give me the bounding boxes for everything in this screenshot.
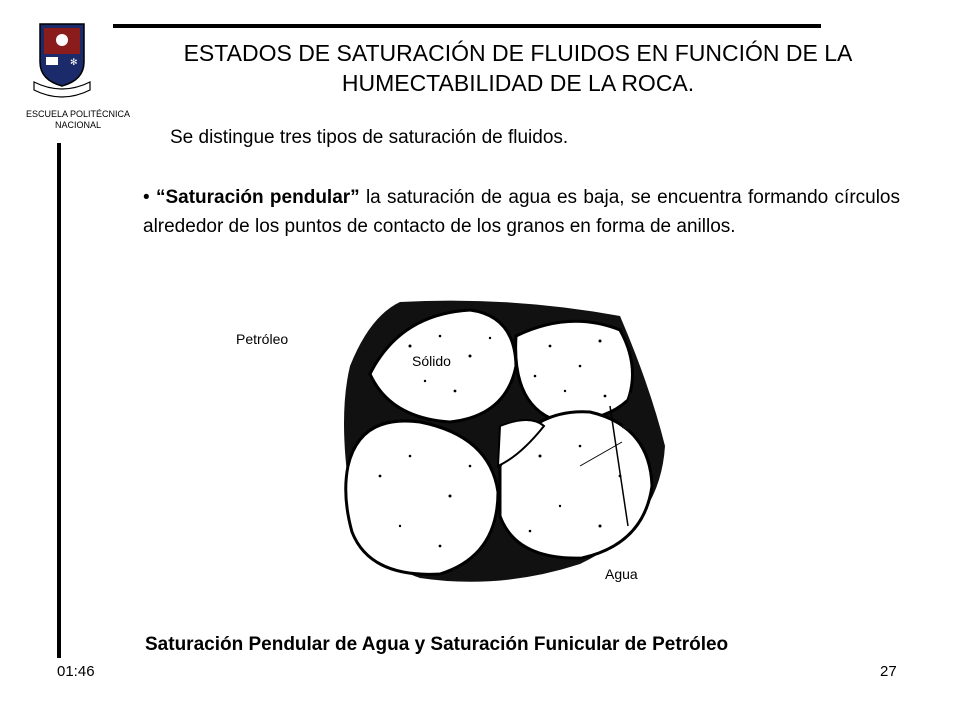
bullet-paragraph [143, 183, 900, 241]
slide-time: 01:46 [57, 663, 95, 680]
top-rule [113, 24, 821, 28]
bullet-marker: • [143, 187, 150, 208]
epn-crest-logo [30, 20, 94, 108]
left-rule [57, 143, 61, 658]
page-number: 27 [880, 663, 897, 680]
label-solid: Sólido [412, 353, 451, 369]
svg-text:✻: ✻ [70, 58, 78, 68]
figure-caption: Saturación Pendular de Agua y Saturación Funicular de Petróleo [145, 634, 729, 655]
intro-text: Se distingue tres tipos de saturación de fluidos. [170, 127, 569, 148]
page-title: ESTADOS DE SATURACIÓN DE FLUIDOS EN FUNCIÓN DE LA HUMECTABILIDAD DE LA ROCA. [183, 40, 853, 96]
bullet-term: “Saturación pendular” [155, 187, 360, 208]
pendular-saturation-figure [330, 296, 670, 586]
institution-name: ESCUELA POLITÉCNICA NACIONAL [25, 109, 131, 130]
label-water: Agua [605, 566, 638, 582]
label-oil: Petróleo [236, 331, 289, 347]
bullet-text: la saturación de agua es baja, se encuentra formando círculos alrededor de los puntos de contacto de los granos en forma de anillos. [143, 187, 900, 237]
